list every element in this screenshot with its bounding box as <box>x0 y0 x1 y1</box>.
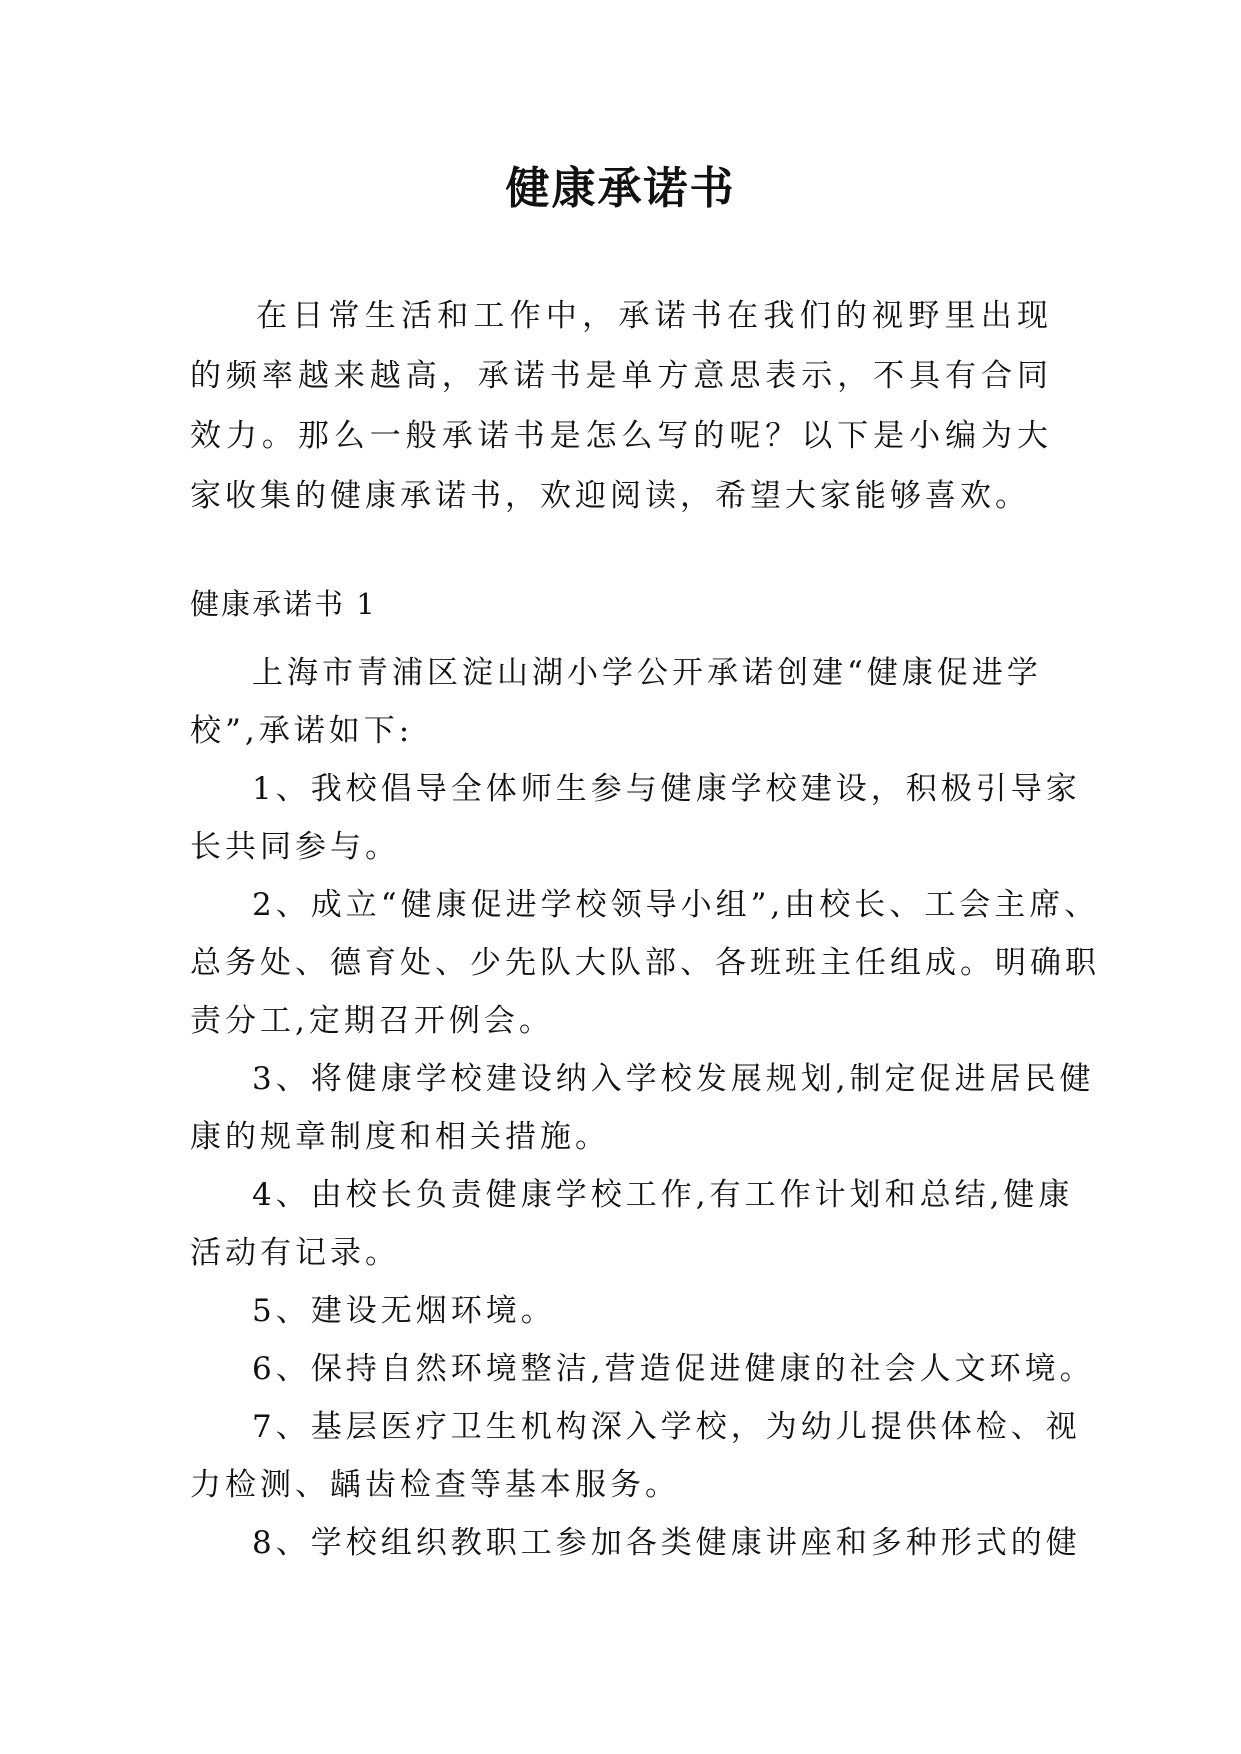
text-line: 1、我校倡导全体师生参与健康学校建设，积极引导家 <box>252 771 1081 807</box>
text-line: 2、成立“健康促进学校领导小组”,由校长、工会主席、 <box>252 887 1100 923</box>
text-line: 校”,承诺如下: <box>190 713 414 749</box>
text-line: 8、学校组织教职工参加各类健康讲座和多种形式的健 <box>252 1525 1081 1561</box>
text-line: 3、将健康学校建设纳入学校发展规划,制定促进居民健 <box>252 1061 1095 1097</box>
text-line: 责分工,定期召开例会。 <box>190 1003 554 1039</box>
intro-paragraph: 在日常生活和工作中，承诺书在我们的视野里出现的频率越来越高，承诺书是单方意思表示，不具有合同效力。那么一般承诺书是怎么写的呢？以下是小编为大家收集的健康承诺书，欢迎阅读，希望大家能够喜欢。 <box>190 298 1052 514</box>
text-line: 力检测、龋齿检查等基本服务。 <box>190 1467 680 1503</box>
commitment-text <box>190 644 1100 1572</box>
text-line: 5、建设无烟环境。 <box>252 1293 556 1329</box>
text-line: 4、由校长负责健康学校工作,有工作计划和总结,健康 <box>252 1177 1074 1213</box>
document-title: 健康承诺书 <box>505 163 736 214</box>
text-line: 活动有记录。 <box>190 1235 400 1271</box>
text-line: 长共同参与。 <box>190 829 400 865</box>
text-line: 总务处、德育处、少先队大队部、各班班主任组成。明确职 <box>190 945 1100 981</box>
section-heading: 健康承诺书 1 <box>190 587 377 621</box>
text-line: 6、保持自然环境整洁,营造促进健康的社会人文环境。 <box>252 1351 1095 1387</box>
text-line: 7、基层医疗卫生机构深入学校，为幼儿提供体检、视 <box>252 1409 1081 1445</box>
text-line: 上海市青浦区淀山湖小学公开承诺创建“健康促进学 <box>252 655 1042 691</box>
text-line: 康的规章制度和相关措施。 <box>190 1119 610 1155</box>
